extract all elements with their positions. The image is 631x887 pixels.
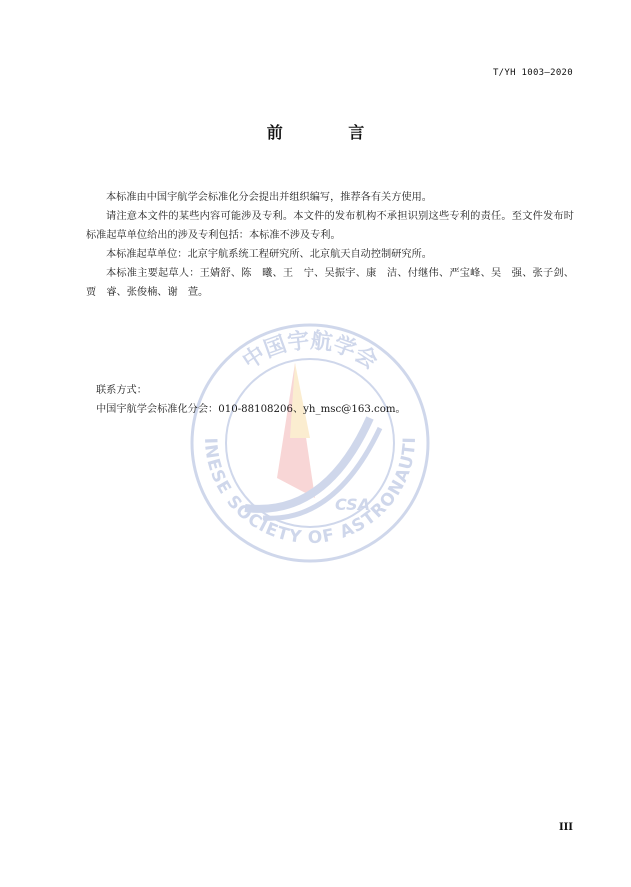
watermark-top-text: 中国宇航学会 — [238, 328, 382, 375]
watermark-ring-text: INESE SOCIETY OF ASTRONAUTI — [199, 436, 421, 549]
watermark-logo — [175, 318, 445, 568]
foreword-body — [86, 188, 574, 302]
svg-text:中国宇航学会 — [238, 327, 383, 374]
csa-seal-icon — [175, 318, 445, 568]
watermark-abbr: CSA — [335, 495, 371, 514]
paragraph-drafting-units: 本标准起草单位：北京宇航系统工程研究所、北京航天自动控制研究所。 — [106, 249, 432, 260]
paragraph-patent-notice: 请注意本文件的某些内容可能涉及专利。本文件的发布机构不承担识别这些专利的责任。至文件发布时标准起草单位给出的涉及专利包括：本标准不涉及专利。 — [86, 211, 574, 241]
paragraph-drafters: 本标准主要起草人：王婧舒、陈 曦、王 宁、吴振宇、康 洁、付继伟、严宝峰、吴 强、张子剑、贾 睿、张俊楠、谢 萱。 — [86, 268, 574, 298]
contact-line: 中国宇航学会标准化分会：010-88108206、yh_msc@163.com。 — [96, 404, 406, 415]
document-code: T/YH 1003—2020 — [492, 68, 573, 78]
page-title: 前 言 — [266, 123, 395, 142]
contact-block — [96, 381, 556, 419]
svg-text:CHINESE SOCIETY OF ASTRONAUTIC — [175, 318, 420, 548]
contact-label: 联系方式： — [96, 385, 147, 396]
paragraph-proposal: 本标准由中国宇航学会标准化分会提出并组织编写，推荐各有关方使用。 — [106, 192, 432, 203]
page-number: III — [558, 822, 573, 833]
